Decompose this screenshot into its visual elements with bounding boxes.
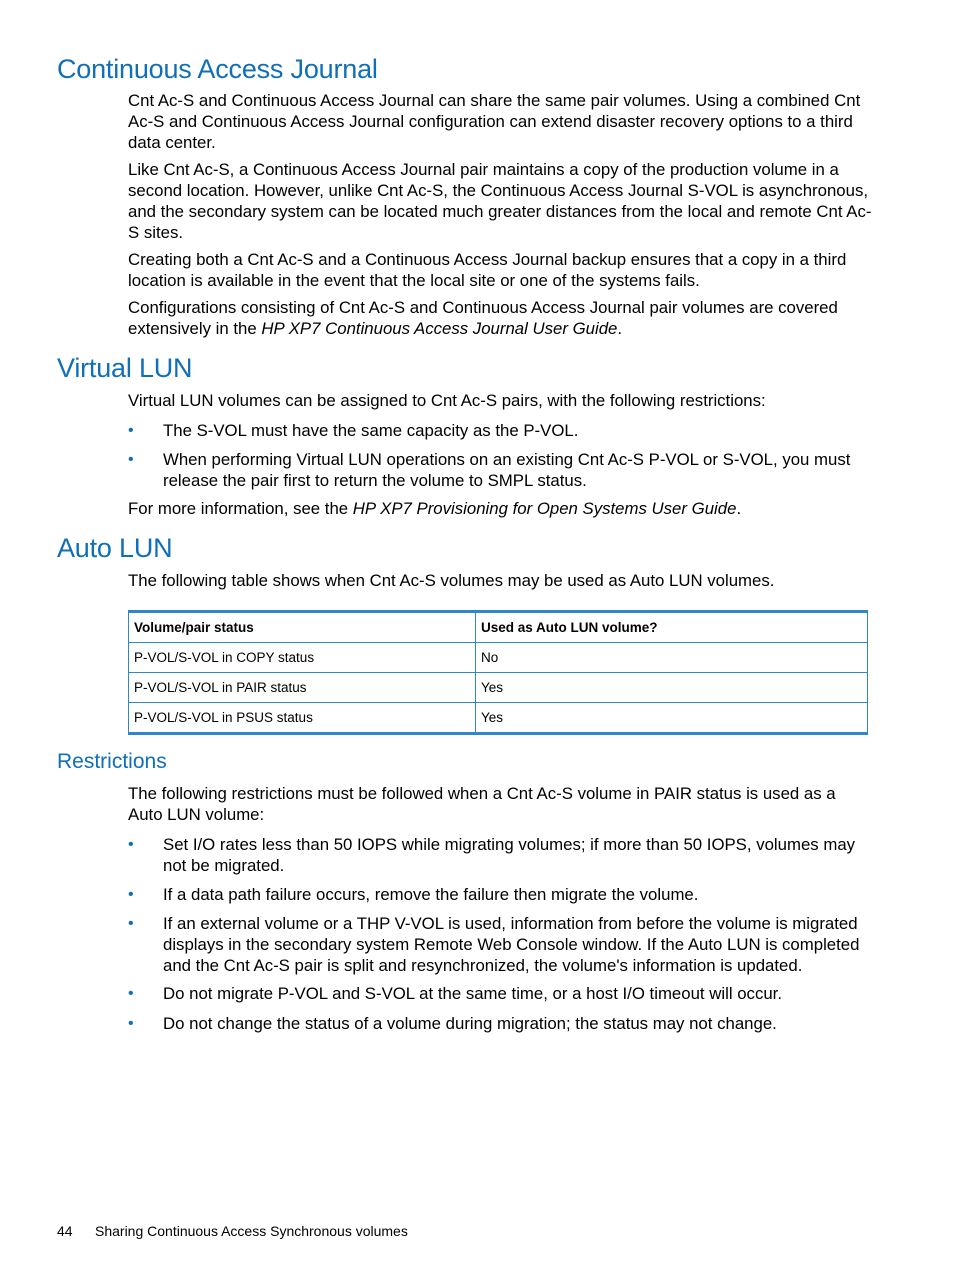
caj-p4-text: Configurations consisting of Cnt Ac-S and Continuous Access Journal pair volumes are covered extensively in the [128, 298, 838, 338]
vlun-more-info [128, 498, 873, 519]
table-cell: P-VOL/S-VOL in PSUS status [129, 703, 476, 734]
caj-guide-title: HP XP7 Continuous Access Journal User Guide [261, 319, 618, 338]
page-number: 44 [57, 1223, 73, 1239]
bullet-dot-icon: • [128, 836, 134, 853]
auto-lun-table [128, 610, 868, 735]
restriction-bullet-4: Do not migrate P-VOL and S-VOL at the same time, or a host I/O timeout will occur. [163, 984, 782, 1003]
bullet-dot-icon: • [128, 422, 134, 439]
page-footer [57, 1222, 408, 1240]
table-header-cell: Volume/pair status [129, 612, 476, 643]
heading-auto-lun: Auto LUN [57, 533, 173, 563]
heading-virtual-lun: Virtual LUN [57, 353, 193, 383]
bullet-dot-icon: • [128, 915, 134, 932]
table-cell: Yes [476, 703, 868, 734]
caj-paragraph-3: Creating both a Cnt Ac-S and a Continuous Access Journal backup ensures that a copy in a third location is available in the event that the local site or one of the systems fails. [128, 250, 847, 290]
table-row [129, 643, 868, 673]
restrictions-intro: The following restrictions must be followed when a Cnt Ac-S volume in PAIR status is used as a Auto LUN volume: [128, 784, 836, 824]
table-cell: No [476, 643, 868, 673]
vlun-intro: Virtual LUN volumes can be assigned to Cnt Ac-S pairs, with the following restrictions: [128, 391, 766, 410]
restriction-bullet-5: Do not change the status of a volume during migration; the status may not change. [163, 1014, 777, 1033]
table-cell: P-VOL/S-VOL in PAIR status [129, 673, 476, 703]
caj-paragraph-2: Like Cnt Ac-S, a Continuous Access Journal pair maintains a copy of the production volume in a second location. However, unlike Cnt Ac-S, the Continuous Access Journal S-VOL is asynchronous, and the secondary system can be located much greater distances from the local and remote Cnt Ac-S sites. [128, 160, 872, 242]
table-header-cell: Used as Auto LUN volume? [476, 612, 868, 643]
bullet-dot-icon: • [128, 1015, 134, 1032]
vlun-bullet-1: The S-VOL must have the same capacity as the P-VOL. [163, 421, 579, 440]
bullet-dot-icon: • [128, 985, 134, 1002]
table-row [129, 673, 868, 703]
vlun-more-end: . [736, 499, 742, 518]
bullet-dot-icon: • [128, 886, 134, 903]
vlun-bullet-2: When performing Virtual LUN operations on an existing Cnt Ac-S P-VOL or S-VOL, you must release the pair first to return the volume to SMPL status. [163, 450, 851, 490]
table-cell: P-VOL/S-VOL in COPY status [129, 643, 476, 673]
vlun-guide-title: HP XP7 Provisioning for Open Systems User Guide [352, 499, 737, 518]
caj-paragraph-1: Cnt Ac-S and Continuous Access Journal can share the same pair volumes. Using a combined Cnt Ac-S and Continuous Access Journal configuration can extend disaster recovery options to a third data center. [128, 91, 861, 152]
caj-p4-end: . [617, 319, 623, 338]
restriction-bullet-1: Set I/O rates less than 50 IOPS while migrating volumes; if more than 50 IOPS, volumes may not be migrated. [163, 835, 856, 875]
alun-intro: The following table shows when Cnt Ac-S volumes may be used as Auto LUN volumes. [128, 571, 775, 590]
heading-restrictions: Restrictions [57, 750, 167, 773]
caj-paragraph-4 [128, 297, 873, 339]
heading-continuous-access-journal: Continuous Access Journal [57, 54, 378, 84]
chapter-title: Sharing Continuous Access Synchronous volumes [95, 1223, 408, 1239]
restriction-bullet-3: If an external volume or a THP V-VOL is used, information from before the volume is migrated displays in the secondary system Remote Web Console window. If the Auto LUN is completed and the Cnt Ac-S pair is split and resynchronized, the volume's information is updated. [163, 914, 860, 975]
table-row [129, 703, 868, 734]
restriction-bullet-2: If a data path failure occurs, remove the failure then migrate the volume. [163, 885, 699, 904]
vlun-more-text: For more information, see the [128, 499, 353, 518]
table-header-row [129, 612, 868, 643]
bullet-dot-icon: • [128, 451, 134, 468]
table-cell: Yes [476, 673, 868, 703]
